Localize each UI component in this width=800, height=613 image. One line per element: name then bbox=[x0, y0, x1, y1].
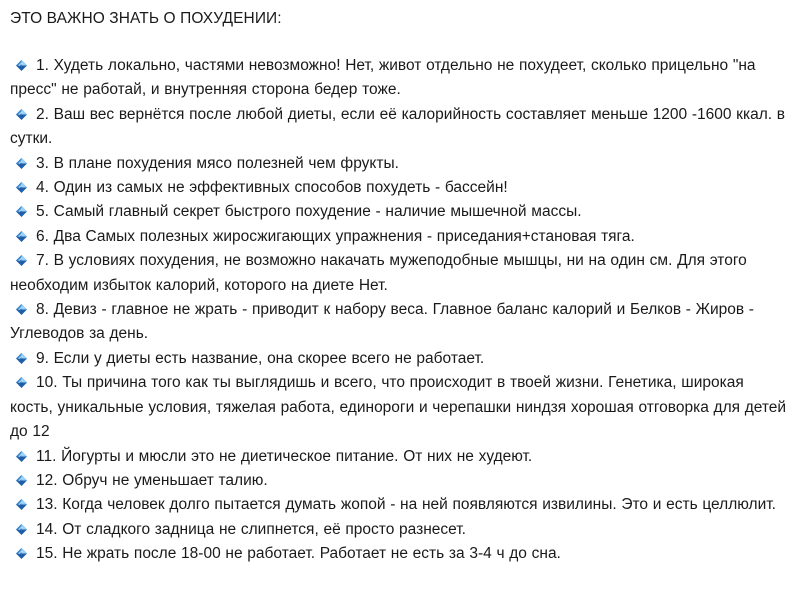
list-item-1 bbox=[10, 54, 790, 103]
list-item-text: 12. Обруч не уменьшает талию. bbox=[36, 471, 268, 489]
list-item-text: 4. Один из самых не эффективных способов похудеть - бассейн! bbox=[36, 179, 508, 197]
list-item-text: 9. Если у диеты есть название, она скорее всего не работает. bbox=[36, 349, 485, 367]
list-item-2 bbox=[10, 103, 790, 152]
list-item-11 bbox=[10, 445, 790, 469]
list-item-13 bbox=[10, 493, 790, 517]
list-item-5 bbox=[10, 200, 790, 224]
list-item-6 bbox=[10, 225, 790, 249]
list-item-15 bbox=[10, 542, 790, 566]
blue-diamond-icon bbox=[16, 499, 27, 510]
list-item-text: 6. Два Самых полезных жиросжигающих упражнения - приседания+становая тяга. bbox=[36, 227, 635, 245]
list-item-text: 3. В плане похудения мясо полезней чем фрукты. bbox=[36, 154, 399, 172]
list-item-10 bbox=[10, 371, 790, 444]
list-item-9 bbox=[10, 347, 790, 371]
list-item-text: 15. Не жрать после 18-00 не работает. Работает не есть за 3-4 ч до сна. bbox=[36, 545, 561, 563]
list-item-text: 13. Когда человек долго пытается думать жопой - на ней появляются извилины. Это и есть целлюлит. bbox=[36, 496, 776, 514]
blue-diamond-icon bbox=[16, 353, 27, 364]
list-item-3 bbox=[10, 152, 790, 176]
facts-list bbox=[10, 54, 790, 567]
blue-diamond-icon bbox=[16, 158, 27, 169]
blue-diamond-icon bbox=[16, 182, 27, 193]
blue-diamond-icon bbox=[16, 304, 27, 315]
list-item-text: 2. Ваш вес вернётся после любой диеты, если её калорийность составляет меньше 1200 -1600 ккал. в сутки. bbox=[10, 105, 786, 148]
blue-diamond-icon bbox=[16, 109, 27, 120]
blue-diamond-icon bbox=[16, 231, 27, 242]
list-item-text: 8. Девиз - главное не жрать - приводит к набору веса. Главное баланс калорий и Белков - Жиров - Углеводов за день. bbox=[10, 301, 754, 343]
blue-diamond-icon bbox=[16, 60, 27, 71]
blue-diamond-icon bbox=[16, 451, 27, 462]
list-item-text: 10. Ты причина того как ты выглядишь и всего, что происходит в твоей жизни. Генетика, широкая кость, уникальные условия, тяжелая работа, единороги и черепашки ниндзя хорошая отговорка для детей до 12 bbox=[10, 374, 787, 441]
blue-diamond-icon bbox=[16, 377, 27, 388]
list-item-14 bbox=[10, 518, 790, 542]
blue-diamond-icon bbox=[16, 524, 27, 535]
list-item-text: 1. Худеть локально, частями невозможно! Нет, живот отдельно не похудеет, сколько прицельно "на пресс" не работай, и внутренняя сторона бедер тоже. bbox=[10, 57, 756, 99]
blue-diamond-icon bbox=[16, 475, 27, 486]
list-item-8 bbox=[10, 298, 790, 347]
blue-diamond-icon bbox=[16, 255, 27, 266]
list-item-text: 14. От сладкого задница не слипнется, её просто разнесет. bbox=[36, 520, 466, 538]
list-item-text: 5. Самый главный секрет быстрого похудение - наличие мышечной массы. bbox=[36, 203, 582, 221]
blue-diamond-icon bbox=[16, 548, 27, 559]
list-item-4 bbox=[10, 176, 790, 200]
page-title: ЭТО ВАЖНО ЗНАТЬ О ПОХУДЕНИИ: bbox=[10, 10, 282, 27]
list-item-text: 7. В условиях похудения, не возможно накачать мужеподобные мышцы, ни на один см. Для этого необходим избыток калорий, которого на диете Нет. bbox=[10, 252, 747, 294]
list-item-7 bbox=[10, 249, 790, 298]
document-page bbox=[10, 8, 790, 567]
list-item-12 bbox=[10, 469, 790, 493]
blue-diamond-icon bbox=[16, 206, 27, 217]
list-item-text: 11. Йогурты и мюсли это не диетическое питание. От них не худеют. bbox=[36, 447, 533, 465]
